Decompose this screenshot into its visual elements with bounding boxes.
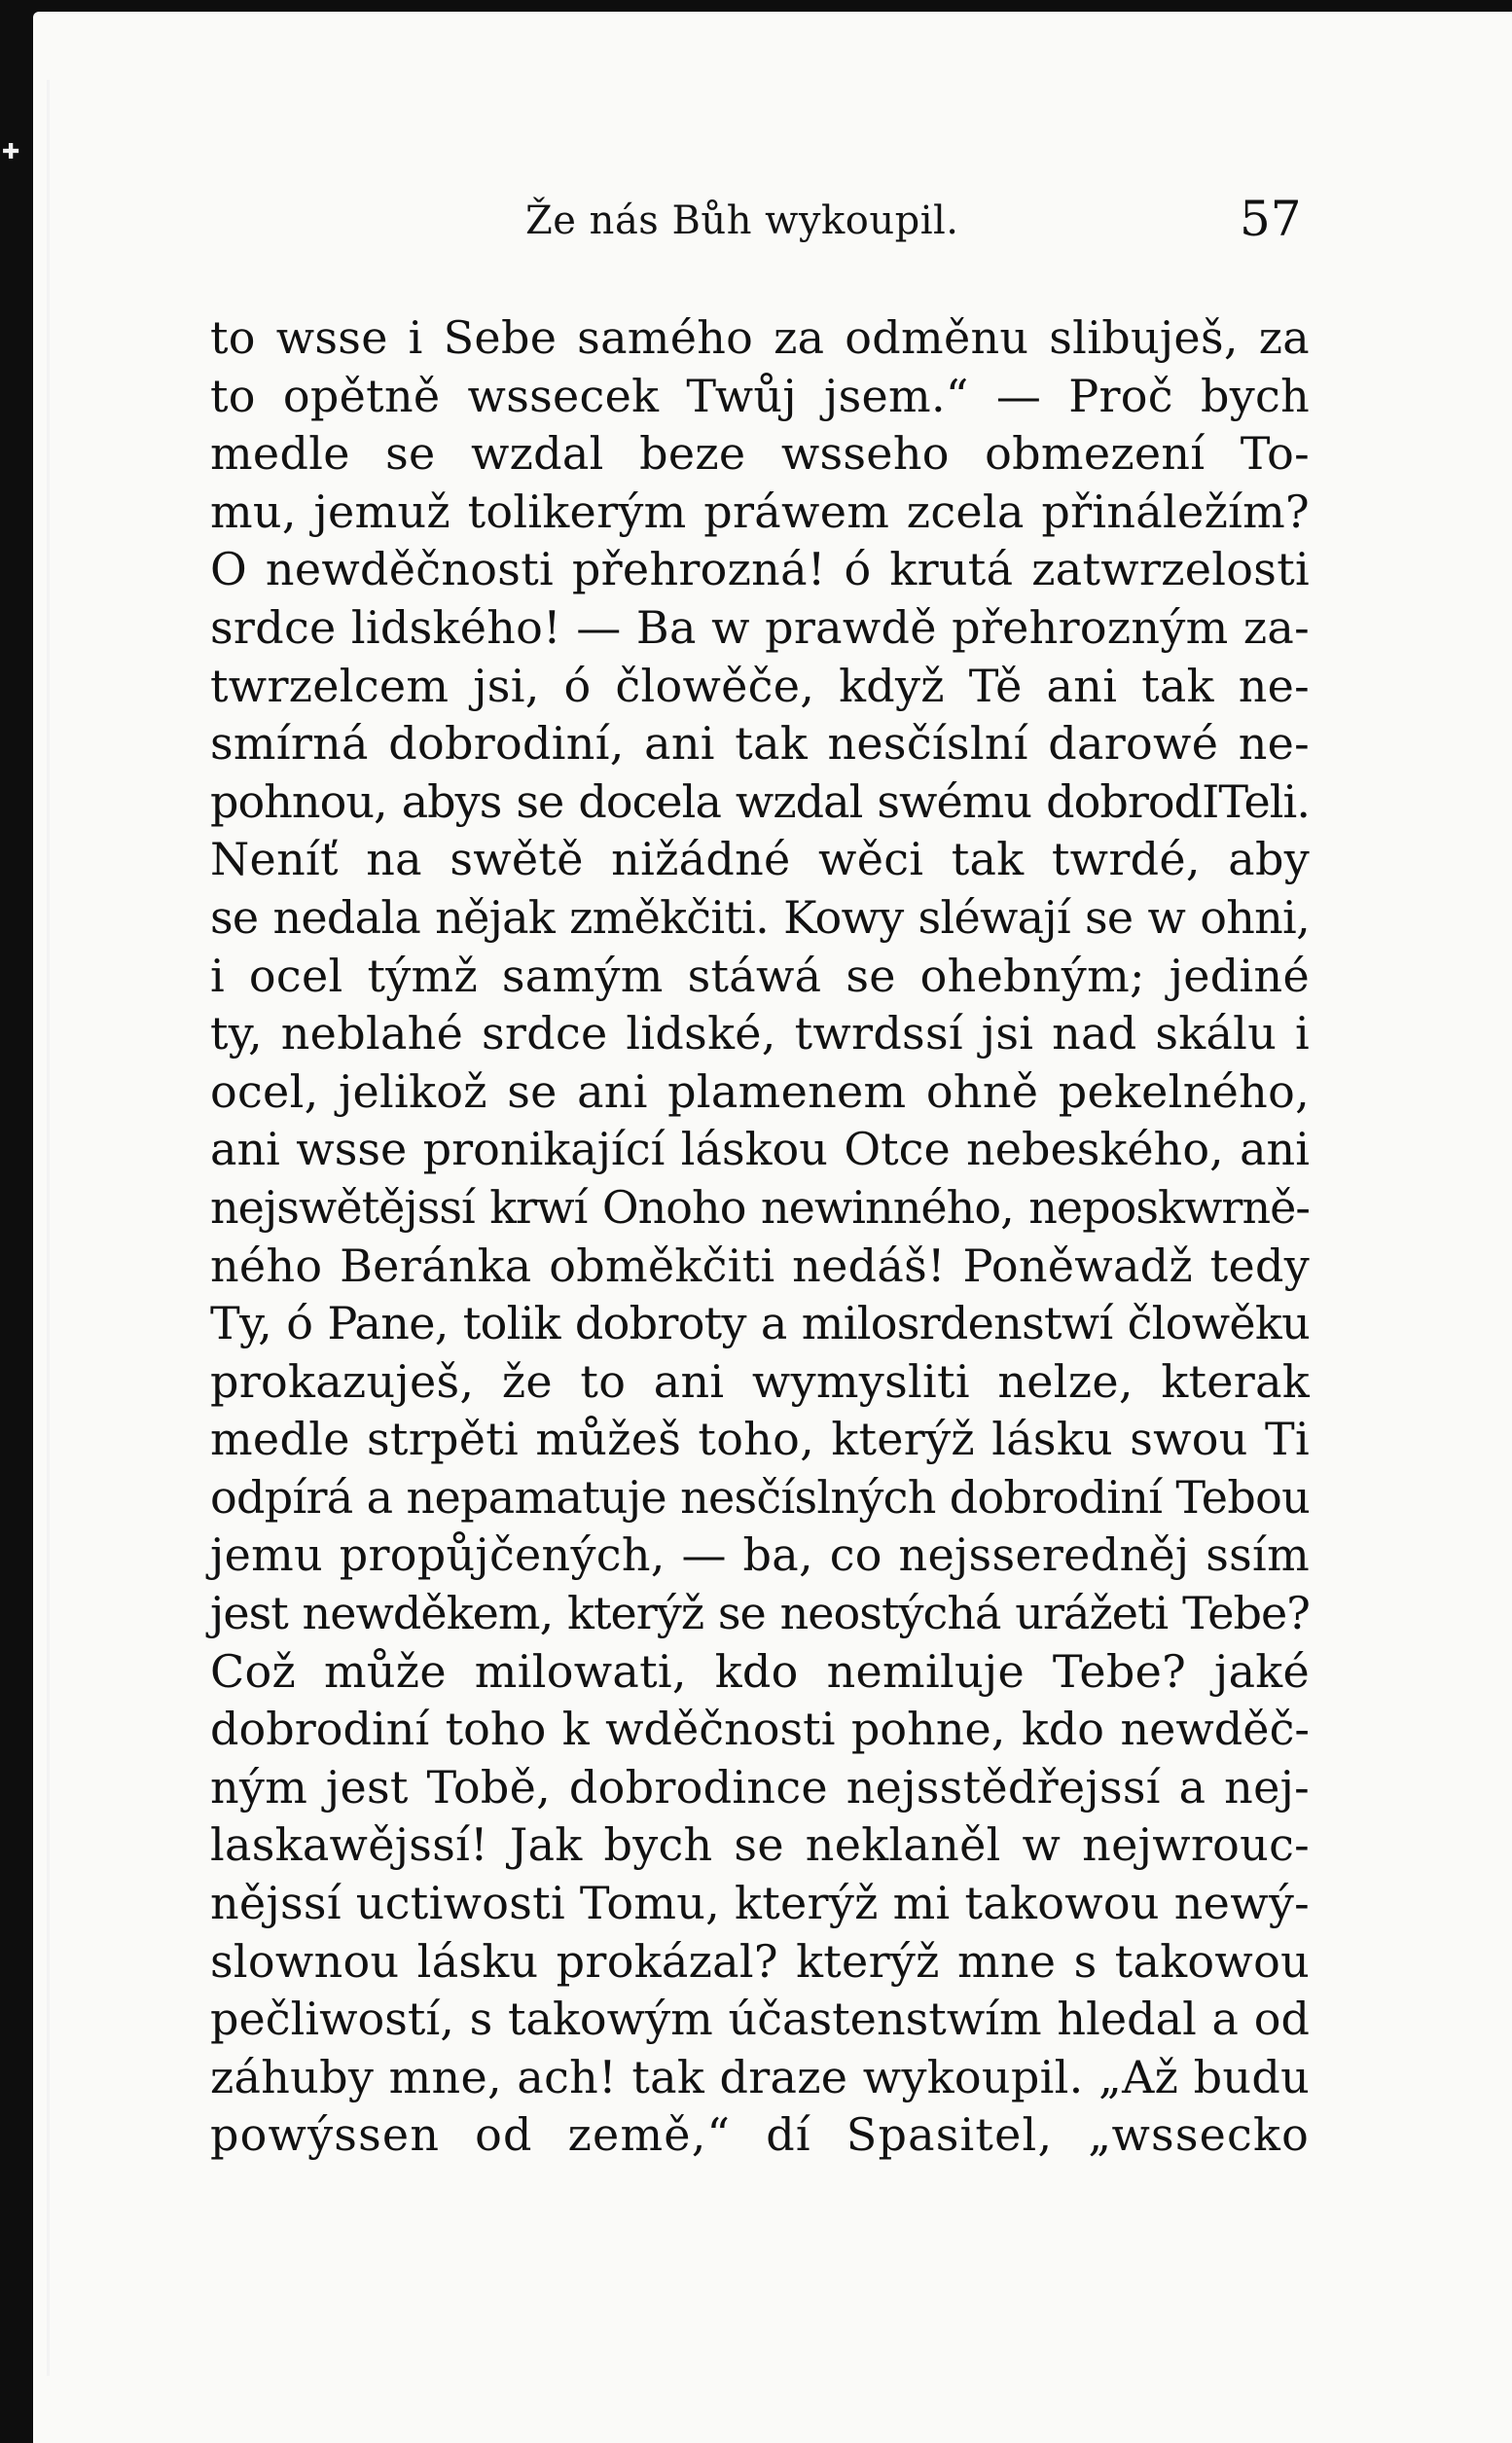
binding-edge — [0, 0, 33, 2443]
text-line: odpírá a nepamatuje nesčíslných dobrodiní Tebou — [210, 1470, 1310, 1524]
running-title: Že nás Bůh wykoupil. — [525, 198, 959, 243]
text-line: pohnou, abys se docela wzdal swému dobrodITeli. — [210, 774, 1310, 828]
binding-crease — [47, 80, 50, 2376]
text-line: ty, neblahé srdce lidské, twrdssí jsi nad skálu i — [210, 1007, 1310, 1060]
text-line: záhuby mne, ach! tak draze wykoupil. „Až budu — [210, 2050, 1310, 2103]
text-line: pečliwostí, s takowým účastenstwím hledal a od — [210, 1993, 1310, 2046]
running-head — [0, 187, 1512, 255]
text-line: dobrodiní toho k wděčnosti pohne, kdo newděč- — [210, 1703, 1310, 1756]
text-line: ného Beránka obměkčiti nedáš! Poněwadž tedy — [210, 1239, 1310, 1292]
text-line: medle strpěti můžeš toho, kterýž lásku swou Ti — [210, 1413, 1310, 1466]
page-number: 57 — [1240, 191, 1302, 247]
text-line: ným jest Tobě, dobrodince nejsstědřejssí a nej- — [210, 1760, 1310, 1814]
text-line: Ty, ó Pane, tolik dobroty a milosrdenstwí člowěku — [210, 1297, 1310, 1350]
text-line: twrzelcem jsi, ó člowěče, když Tě ani tak ne- — [210, 659, 1310, 712]
text-line: Neníť na swětě nižádné wěci tak twrdé, aby — [210, 833, 1310, 886]
text-line: to opětně wssecek Twůj jsem.“ — Proč bych — [210, 369, 1310, 422]
text-line: nejswětějssí krwí Onoho newinného, neposkwrně- — [210, 1180, 1310, 1234]
text-line: ani wsse pronikající láskou Otce nebeského, ani — [210, 1123, 1310, 1176]
body-text — [210, 309, 1310, 2165]
text-line: jest newděkem, kterýž se neostýchá urážeti Tebe? — [210, 1587, 1310, 1640]
text-line: mu, jemuž tolikerým práwem zcela přináležím? — [210, 485, 1310, 538]
text-line: nějssí uctiwosti Tomu, kterýž mi takowou newý- — [210, 1877, 1310, 1930]
margin-mark-icon: ✚ — [2, 140, 20, 164]
text-line: to wsse i Sebe samého za odměnu slibuješ, za — [210, 311, 1310, 364]
text-line: O newděčnosti přehrozná! ó krutá zatwrzelosti — [210, 543, 1310, 596]
text-line: smírná dobrodiní, ani tak nesčíslní darowé ne- — [210, 717, 1310, 771]
text-line: slownou lásku prokázal? kterýž mne s takowou — [210, 1934, 1310, 1988]
text-line: ocel, jelikož se ani plamenem ohně pekelného, — [210, 1064, 1310, 1118]
text-line: powýssen od země,“ dí Spasitel, „wssecko — [210, 2108, 1310, 2162]
text-line: prokazuješ, že to ani wymysliti nelze, kterak — [210, 1354, 1310, 1408]
text-line: srdce lidského! — Ba w prawdě přehrozným za- — [210, 600, 1310, 654]
text-line: i ocel týmž samým stáwá se ohebným; jediné — [210, 949, 1310, 1002]
text-line: jemu propůjčených, — ba, co nejsseredněj ssím — [210, 1528, 1310, 1582]
text-line: se nedala nějak změkčiti. Kowy sléwají se w ohni, — [210, 890, 1310, 944]
text-line: Což může milowati, kdo nemiluje Tebe? jaké — [210, 1644, 1310, 1698]
text-line: laskawějssí! Jak bych se neklaněl w nejwrouc- — [210, 1818, 1310, 1872]
text-line: medle se wzdal beze wsseho obmezení To- — [210, 427, 1310, 481]
